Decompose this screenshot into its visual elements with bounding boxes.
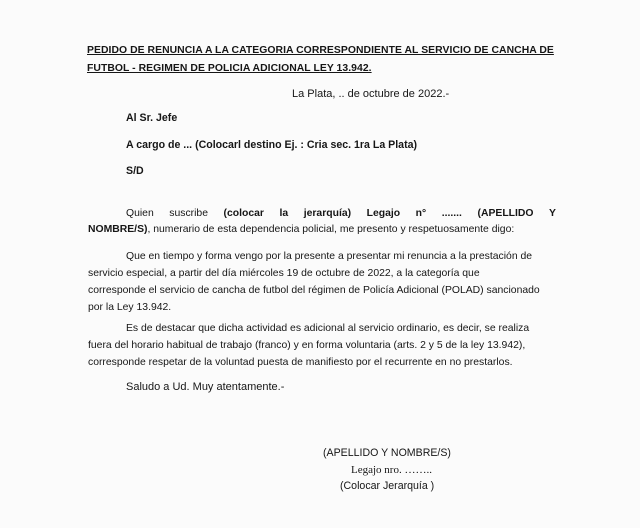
- paragraph-2-line-4: por la Ley 13.942.: [88, 302, 172, 313]
- paragraph-3-line-2: fuera del horario habitual de trabajo (franco) y en forma voluntaria (arts. 2 y 5 de la ley 13.942),: [88, 340, 526, 351]
- word: Quien: [126, 208, 154, 219]
- paragraph-3-line-3: corresponde respetar de la voluntad puesta de manifiesto por el recurrente en no prestarlos.: [88, 357, 513, 368]
- addressee-line-1: Al Sr. Jefe: [126, 112, 178, 124]
- paragraph-1-line-2: [88, 224, 514, 235]
- document-title-line-2: FUTBOL - REGIMEN DE POLICIA ADICIONAL LEY 13.942.: [87, 63, 372, 74]
- word: n°: [415, 208, 427, 219]
- word: suscribe: [169, 208, 208, 219]
- word: (colocar: [223, 208, 264, 219]
- word: .......: [441, 208, 462, 219]
- closing-greeting: Saludo a Ud. Muy atentamente.-: [126, 381, 285, 393]
- date-line: La Plata, .. de octubre de 2022.-: [292, 88, 450, 100]
- signature-rank: (Colocar Jerarquía ): [340, 480, 435, 492]
- signature-name: (APELLIDO Y NOMBRE/S): [323, 447, 451, 459]
- paragraph-2-line-2: servicio especial, a partir del día miércoles 19 de octubre de 2022, a la categoría que: [88, 268, 480, 279]
- word: Legajo: [366, 208, 401, 219]
- word: la: [279, 208, 289, 219]
- paragraph-2-line-3: corresponde el servicio de cancha de futbol del régimen de Policía Adicional (POLAD) sancionado: [88, 285, 540, 296]
- word: Y: [549, 208, 556, 219]
- word: jerarquía): [303, 208, 352, 219]
- paragraph-3-line-1: Es de destacar que dicha actividad es adicional al servicio ordinario, es decir, se realiza: [126, 323, 530, 334]
- paragraph-2-line-1: Que en tiempo y forma vengo por la presente a presentar mi renuncia a la prestación de: [126, 251, 533, 262]
- paragraph-1-line-1: [88, 208, 556, 219]
- signature-legajo: Legajo nro. ……..: [351, 464, 432, 476]
- word: (APELLIDO: [477, 208, 534, 219]
- name-placeholder: NOMBRE/S): [88, 224, 148, 235]
- paragraph-1-text: , numerario de esta dependencia policial, me presento y respetuosamente digo:: [147, 224, 515, 235]
- addressee-line-2: A cargo de ... (Colocarl destino Ej. : Cria sec. 1ra La Plata): [126, 139, 418, 151]
- addressee-line-3: S/D: [126, 165, 144, 177]
- document-title-line-1: PEDIDO DE RENUNCIA A LA CATEGORIA CORRESPONDIENTE AL SERVICIO DE CANCHA DE: [87, 45, 554, 56]
